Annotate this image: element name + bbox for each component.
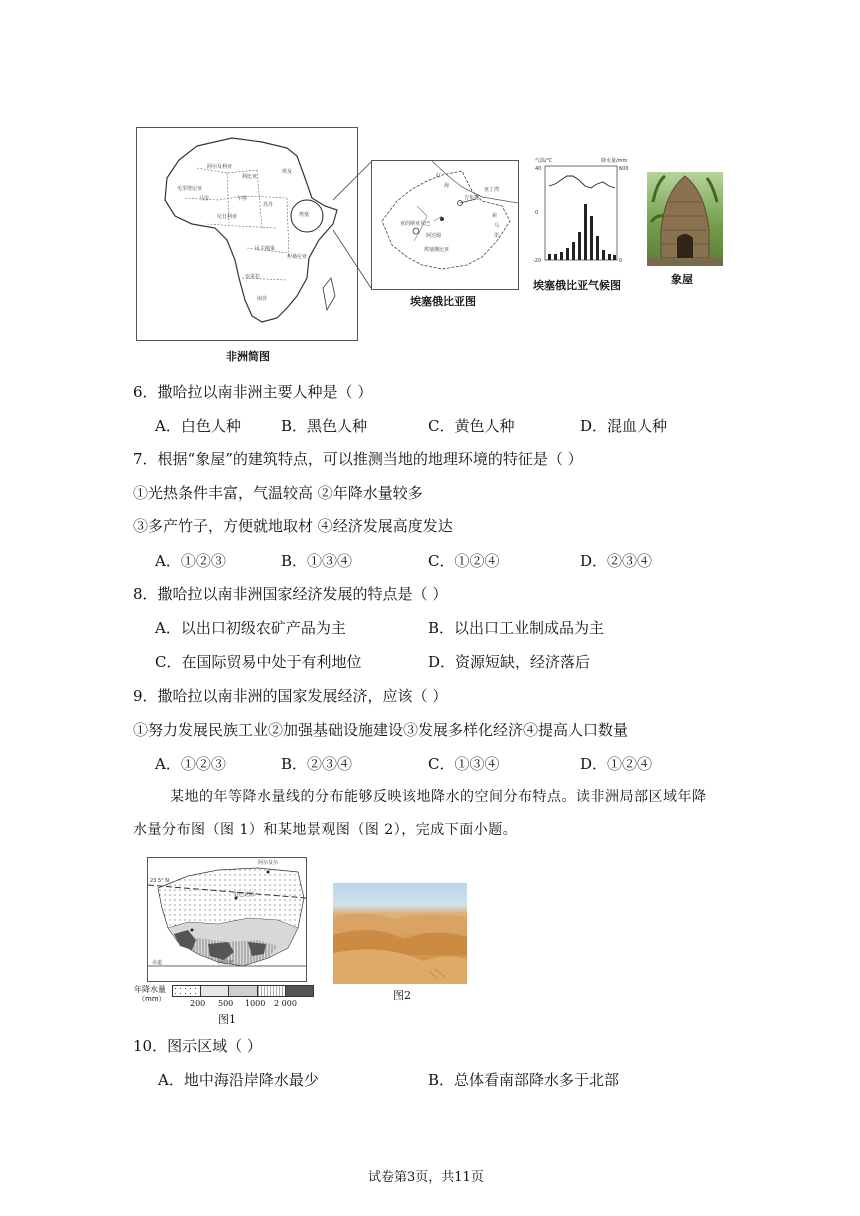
question-9-option-b[interactable]: B．②③④ (281, 755, 353, 773)
svg-text:40: 40 (535, 166, 542, 172)
svg-text:坦桑尼亚: 坦桑尼亚 (287, 254, 308, 260)
question-7-item-line-1: ①光热条件丰富，气温较高 ②年降水量较多 (133, 484, 423, 502)
ethiopia-map (371, 160, 519, 290)
legend-tick-1000: 1000 (245, 999, 266, 1008)
question-8-option-a[interactable]: A．以出口初级农矿产品为主 (155, 619, 346, 637)
legend-tick-200: 200 (190, 999, 206, 1008)
svg-text:吉布提: 吉布提 (464, 195, 480, 201)
page-footer: 试卷第3页，共11页 (368, 1170, 484, 1185)
ethiopia-map-caption: 埃塞俄比亚图 (410, 295, 476, 308)
question-9-option-c[interactable]: C．①③④ (428, 755, 500, 773)
question-7-option-c[interactable]: C．①②④ (428, 552, 500, 570)
question-6-option-d[interactable]: D．混血人种 (580, 417, 668, 435)
svg-text:南非: 南非 (257, 296, 268, 302)
svg-text:海: 海 (444, 183, 450, 189)
svg-text:安哥拉: 安哥拉 (245, 274, 261, 280)
ethiopia-outline-svg (372, 161, 518, 289)
question-8-option-d[interactable]: D．资源短缺，经济落后 (428, 653, 591, 671)
question-10-stem: 10．图示区域（ ） (133, 1037, 262, 1055)
svg-text:亚的斯亚贝巴: 亚的斯亚贝巴 (400, 221, 431, 227)
figure-2-caption: 图2 (393, 989, 411, 1002)
svg-text:0: 0 (535, 210, 539, 216)
svg-text:苏丹: 苏丹 (263, 202, 274, 208)
question-8-option-b[interactable]: B．以出口工业制成品为主 (428, 619, 605, 637)
svg-text:乍得: 乍得 (237, 196, 248, 202)
svg-text:亚丁湾: 亚丁湾 (484, 187, 500, 193)
legend-tick-2000: 2 000 (274, 999, 297, 1008)
legend-tick-500: 500 (218, 999, 234, 1008)
precipitation-legend-title: 年降水量 (134, 985, 166, 994)
question-7-item-line-2: ③多产竹子，方便就地取材 ④经济发展高度发达 (133, 517, 453, 535)
climate-chart-caption: 埃塞俄比亚气候图 (533, 279, 621, 292)
precipitation-legend-unit: （mm） (138, 995, 166, 1003)
question-10-option-a[interactable]: A．地中海沿岸降水最少 (158, 1071, 319, 1089)
passage-line-2: 水量分布图（图 1）和某地景观图（图 2），完成下面小题。 (133, 822, 518, 838)
figure-1-caption: 图1 (218, 1013, 236, 1026)
svg-text:23.5° N: 23.5° N (150, 878, 169, 884)
question-9-item-line-1: ①努力发展民族工业②加强基础设施建设③发展多样化经济④提高人口数量 (133, 721, 629, 739)
svg-text:埃塞: 埃塞 (299, 212, 310, 218)
precipitation-map (147, 857, 307, 982)
svg-text:阿尔及利亚: 阿尔及利亚 (207, 164, 233, 170)
svg-text:阿达姆: 阿达姆 (426, 233, 442, 239)
svg-text:马里: 马里 (199, 196, 210, 202)
question-9-stem: 9．撒哈拉以南非洲的国家发展经济，应该（ ） (133, 687, 448, 705)
elephant-house-photo (647, 172, 723, 266)
question-6-stem: 6．撒哈拉以南非洲主要人种是（ ） (133, 383, 373, 401)
svg-text:里: 里 (494, 233, 500, 239)
question-6-option-c[interactable]: C．黄色人种 (428, 417, 515, 435)
question-7-option-d[interactable]: D．②③④ (580, 552, 653, 570)
svg-text:索: 索 (492, 213, 498, 219)
question-9-option-d[interactable]: D．①②④ (580, 755, 653, 773)
desert-landscape-photo (333, 883, 467, 984)
svg-text:民主刚果: 民主刚果 (255, 246, 276, 252)
question-9-option-a[interactable]: A．①②③ (155, 755, 226, 773)
svg-text:红: 红 (436, 173, 442, 179)
question-7-option-b[interactable]: B．①③④ (281, 552, 353, 570)
svg-text:降水量/mm: 降水量/mm (601, 158, 628, 164)
svg-text:尼日利亚: 尼日利亚 (217, 214, 238, 220)
svg-text:-20: -20 (533, 258, 542, 264)
precipitation-legend-bar (172, 985, 314, 997)
question-8-stem: 8．撒哈拉以南非洲国家经济发展的特点是（ ） (133, 585, 448, 603)
svg-text:埃及: 埃及 (282, 169, 293, 175)
africa-map (136, 127, 358, 341)
svg-text:马: 马 (494, 223, 500, 229)
svg-text:廷巴克图: 廷巴克图 (234, 892, 255, 898)
svg-text:气温/℃: 气温/℃ (535, 158, 553, 164)
svg-text:阿尔及尔: 阿尔及尔 (258, 860, 279, 866)
svg-text:赤道: 赤道 (152, 960, 163, 966)
svg-text:0: 0 (619, 258, 623, 264)
svg-text:阿伯查: 阿伯查 (218, 960, 234, 966)
passage-line-1: 某地的年等降水量线的分布能够反映该地降水的空间分布特点。读非洲局部区域年降 (170, 789, 707, 805)
question-6-option-b[interactable]: B．黑色人种 (281, 417, 368, 435)
house-photo-caption: 象屋 (671, 273, 693, 286)
africa-outline-svg (137, 128, 357, 340)
africa-map-caption: 非洲简图 (226, 350, 270, 363)
svg-text:埃塞俄比亚: 埃塞俄比亚 (424, 247, 450, 253)
question-6-option-a[interactable]: A．白色人种 (155, 417, 241, 435)
svg-text:利比亚: 利比亚 (242, 174, 258, 180)
question-7-stem: 7．根据“象屋”的建筑特点，可以推测当地的地理环境的特征是（ ） (133, 450, 583, 468)
svg-text:毛里塔尼亚: 毛里塔尼亚 (177, 186, 203, 192)
question-8-option-c[interactable]: C．在国际贸易中处于有利地位 (155, 653, 362, 671)
climate-chart (533, 156, 633, 268)
question-7-option-a[interactable]: A．①②③ (155, 552, 226, 570)
svg-text:600: 600 (619, 166, 629, 172)
zoom-connector-lines (333, 160, 373, 310)
question-10-option-b[interactable]: B．总体看南部降水多于北部 (428, 1071, 620, 1089)
